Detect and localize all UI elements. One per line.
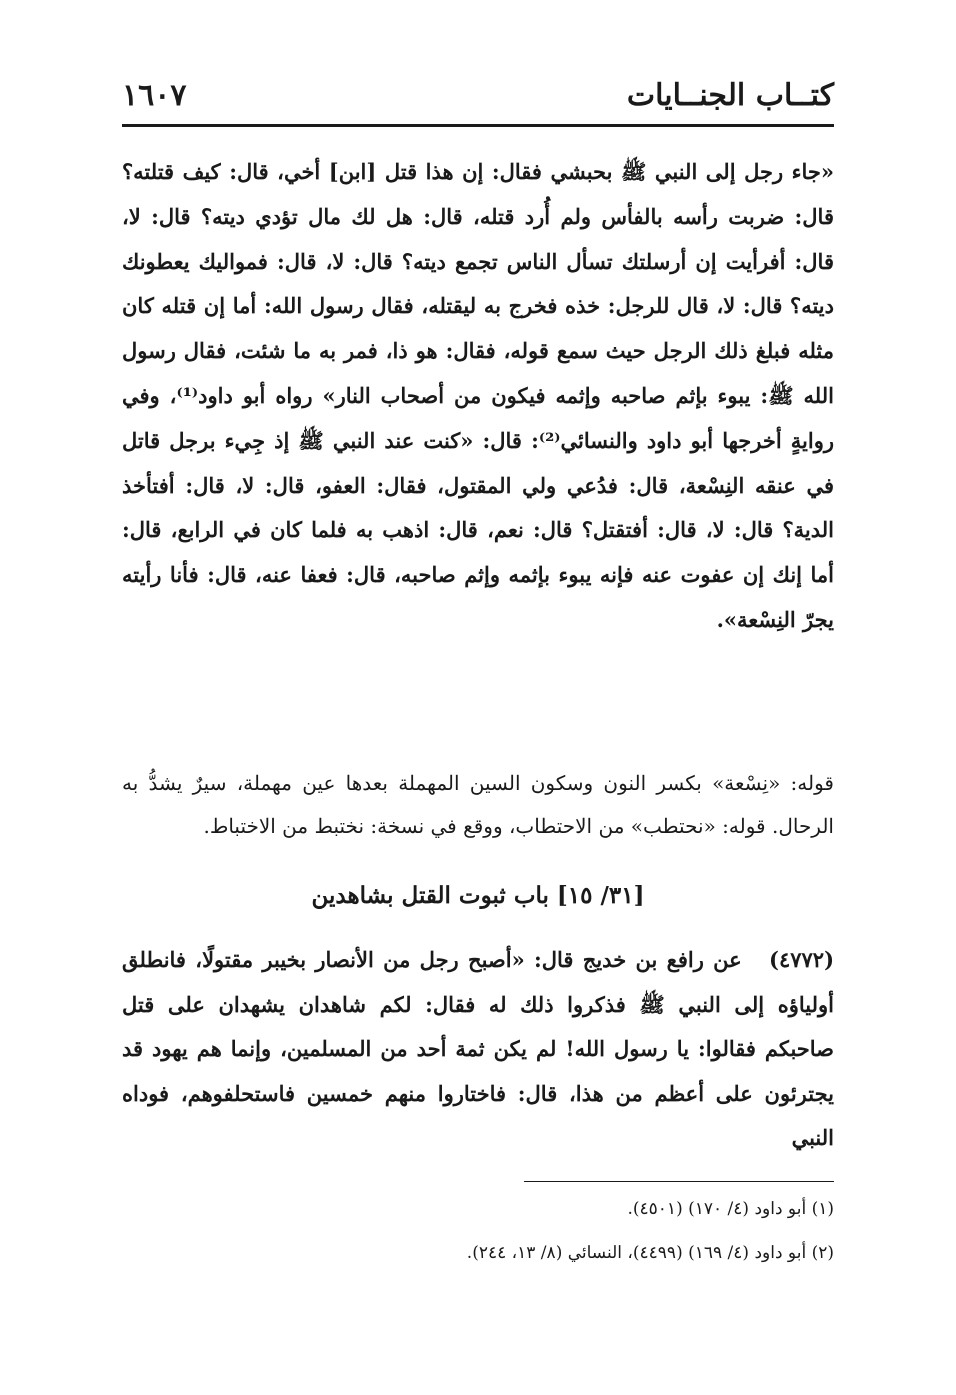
chapter-heading: [٣١/ ١٥] باب ثبوت القتل بشاهدين <box>311 882 645 909</box>
footnote-2: (٢) أبو داود (٤/ ١٦٩) (٤٤٩٩)، النسائي (٨/ ١٣، ٢٤٤). <box>466 1243 834 1263</box>
hadith-bottom-body: عن رافع بن خديج قال: «أصبح رجل من الأنصار بخيبر مقتولًا، فانطلق أولياؤه إلى النبي ﷺ فذكروا ذلك له فقال: لكم شاهدان يشهدان على قتل صاحبكم فقالوا: يا رسول الله! لم يكن ثمة أحد من المسلمين، وإنما هم يهود قد يجترئون على أعظم من هذا، قال: فاختاروا منهم خمسين فاستحلفوهم، فوداه النبي <box>122 947 834 1151</box>
hadith-number: (٤٧٧٢) <box>769 947 835 972</box>
header-rule <box>122 124 834 127</box>
page-header <box>122 78 834 122</box>
running-title: كتــاب الجنــايات <box>626 78 834 113</box>
commentary-text <box>122 762 834 848</box>
footnote-separator <box>524 1181 834 1182</box>
hadith-text-top <box>122 150 834 643</box>
hadith-top-body: «جاء رجل إلى النبي ﷺ بحبشي فقال: إن هذا قتل [ابن] أخي، قال: كيف قتلته؟ قال: ضربت رأسه بالفأس ولم أُرد قتله، قال: هل لك مال تؤدي ديته؟ قال: لا، قال: أفرأيت إن أرسلتك تسأل الناس تجمع ديته؟ قال: لا، قال: فمواليك يعطونك ديته؟ قال: لا، قال للرجل: خذه فخرج به ليقتله، فقال رسول الله: أما إن قتله كان مثله فبلغ ذلك الرجل حيث سمع قوله، فقال: هو ذا، فمر به ما شئت، فقال رسول الله ﷺ: يبوء بإثم صاحبه وإثمه فيكون من أصحاب النار» رواه أبو داود⁽¹⁾، وفي روايةٍ أخرجها أبو داود والنسائي⁽²⁾: قال: «كنت عند النبي ﷺ إذ جِيء برجل قاتل في عنقه النِسْعة، قال: فدُعي ولي المقتول، فقال: العفو، قال: لا، قال: أفتأخذ الدية؟ قال: لا، قال: أفتقتل؟ قال: نعم، قال: اذهب به فلما كان في الرابع، قال: أما إنك إن عفوت عنه فإنه يبوء بإثمه وإثم صاحبه، قال: فعفا عنه، قال: فأنا رأيته يجرّ النِسْعة». <box>122 159 834 632</box>
page-number: ١٦٠٧ <box>122 78 187 113</box>
footnote-1: (١) أبو داود (٤/ ١٧٠) (٤٥٠١). <box>627 1199 834 1219</box>
commentary-body: قوله: «نِسْعة» بكسر النون وسكون السين المهملة بعدها عين مهملة، سيرٌ يشدُّ به الرحال. قوله: «نحتطب» من الاحتطاب، ووقع في نسخة: نختبط من الاختباط. <box>122 771 834 838</box>
hadith-text-bottom <box>122 938 834 1161</box>
